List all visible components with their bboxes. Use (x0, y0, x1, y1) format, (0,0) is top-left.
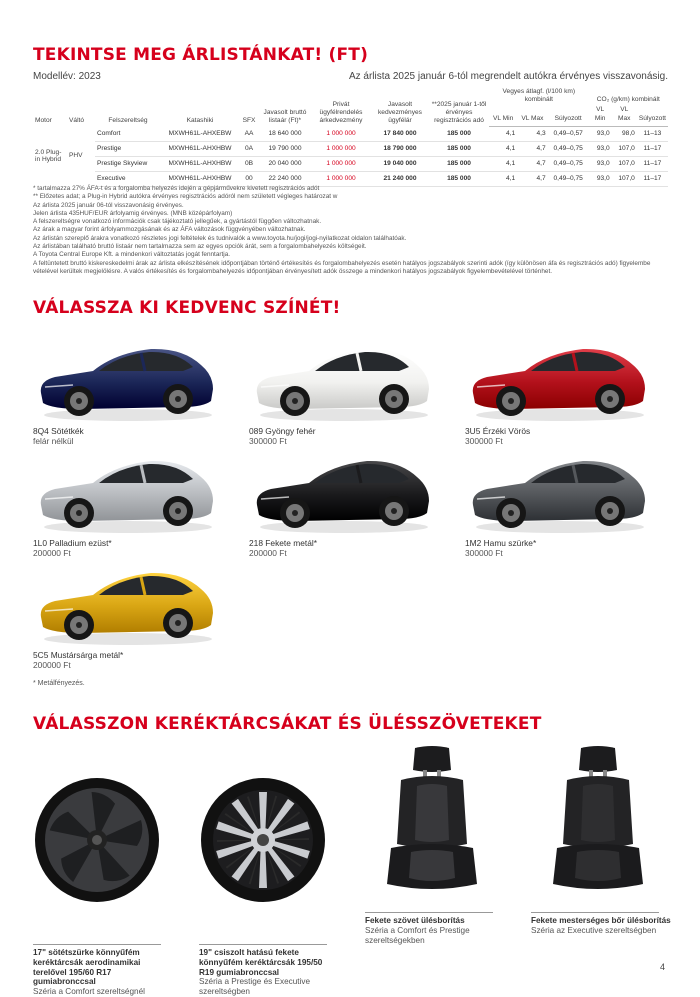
co2-min-cell: 93,0 (589, 126, 612, 141)
th-privat: Privát ügyfélrendelés árkedvezmény (319, 100, 363, 125)
th-vl-max-co2: VL Max (612, 105, 637, 126)
fuel-min-cell: 4,1 (489, 126, 517, 141)
trim-cell: Prestige (95, 141, 161, 156)
fuel-max-cell: 4,7 (517, 141, 547, 156)
fuel-max-cell: 4,7 (517, 171, 547, 186)
wheel-alloy-icon (199, 776, 327, 904)
katashiki-cell: MXWH61L-AHXHBW (161, 156, 239, 171)
fuel-min-cell: 4,1 (489, 156, 517, 171)
trim-cell: Prestige Skyview (95, 156, 161, 171)
color-price: 200000 Ft (249, 548, 287, 558)
color-price: felár nélkül (33, 436, 74, 446)
accessory-image (531, 744, 671, 912)
discount-cell: 1 000 000 (311, 156, 371, 171)
discount-price-cell: 19 040 000 (371, 156, 429, 171)
th-sulyozott-co2: Súlyozott (637, 105, 668, 126)
footnote-line: A feltüntetett bruttó kiskereskedelmi árak az árlista elkészítésének időpontjában történő értékesítés és forgalombahelyezés esetén hatályos jogszabályok szerinti adók (így különösen áfa és regisztrációs adó) figyelembe vételével kerültek megjelölésre. A valós értékesítés és forgalombahelyezés időpontjában érvényesített adók összege a mindenkori hatályos jogszabályok figyelembevételével történhet. (33, 259, 651, 275)
car-image (33, 447, 218, 537)
katashiki-cell: MXWH61L-AHXEBW (161, 126, 239, 141)
sfx-cell: 00 (239, 171, 259, 186)
accessory-subtitle: Széria a Prestige és Executive szereltségben (199, 977, 311, 997)
reg-tax-cell: 185 000 (429, 126, 489, 141)
color-name: 218 Fekete metál* (249, 538, 317, 548)
sfx-cell: 0A (239, 141, 259, 156)
accessory-item (199, 740, 339, 997)
color-price: 300000 Ft (249, 436, 287, 446)
color-option (33, 335, 218, 446)
accessory-image (365, 744, 505, 912)
list-price-cell: 20 040 000 (259, 156, 311, 171)
footnote-line: Az árlistán szereplő árakra vonatkozó részletes jogi feltételek és tudnivalók a www.toyota.hu/jogi/jogi-nyilatkozat oldalon találhatóak. (33, 234, 407, 242)
footnote-line: Az árak a magyar forint árfolyammozgásának és az ÁFA változások függvényében változhatnak. (33, 226, 306, 234)
color-option (33, 559, 218, 670)
accessory-title: Fekete mesterséges bőr ülésborítás (531, 916, 671, 925)
color-option (249, 335, 434, 446)
footnote-line: A Toyota Central Europe Kft. a mindenkori változtatás jogát fenntartja. (33, 251, 231, 259)
seat-fabric-icon (377, 744, 487, 904)
fuel-max-cell: 4,7 (517, 156, 547, 171)
color-option (249, 447, 434, 558)
discount-price-cell: 17 840 000 (371, 126, 429, 141)
katashiki-cell: MXWH61L-AHXHBW (161, 141, 239, 156)
wheel-aero-icon (33, 776, 161, 904)
accessory-subtitle: Széria a Comfort és Prestige szereltségekben (365, 925, 470, 945)
th-valto: Váltó (69, 117, 85, 125)
reg-tax-cell: 185 000 (429, 141, 489, 156)
accessory-image (33, 776, 173, 944)
color-name: 8Q4 Sötétkék (33, 426, 84, 436)
valto-cell: PHV (69, 152, 83, 160)
metallic-footnote: * Metálfényezés. (33, 680, 85, 687)
th-listar: Javasolt bruttó listaár (Ft)* (263, 108, 307, 125)
footnote-line: Az árlista 2025 január 06-tól visszavonásig érvényes. (33, 201, 184, 209)
section-title-pricelist: TEKINTSE MEG ÁRLISTÁNKAT! (FT) (33, 45, 369, 65)
co2-max-cell: 107,0 (612, 156, 637, 171)
list-price-cell: 18 640 000 (259, 126, 311, 141)
th-vl-min: VL Min (489, 105, 517, 126)
table-row (33, 156, 668, 171)
th-felszereltseg: Felszereltség (108, 117, 148, 125)
reg-tax-cell: 185 000 (429, 171, 489, 186)
color-option (465, 335, 650, 446)
accessory-item (33, 740, 173, 997)
validity-text: Az árlista 2025 január 6-tól megrendelt autókra érvényes visszavonásig. (348, 71, 668, 82)
sfx-cell: AA (239, 126, 259, 141)
color-name: 089 Gyöngy fehér (249, 426, 316, 436)
th-sfx: SFX (242, 117, 256, 125)
th-vl-max: VL Max (517, 105, 547, 126)
car-image-wrapper (33, 447, 218, 537)
th-co2: CO₂ (g/km) kombinált (596, 96, 660, 104)
th-sulyozott: Súlyozott (548, 105, 589, 126)
accessory-title: 19" csiszolt hatású fekete könnyűfém keréktárcsák 195/50 R19 gumiabronccsal (199, 948, 323, 977)
list-price-cell: 19 790 000 (259, 141, 311, 156)
footnote-line: Jelen árlista 435HUF/EUR árfolyamig érvényes. (MNB középárfolyam) (33, 209, 233, 217)
color-option (465, 447, 650, 558)
divider (199, 944, 327, 945)
discount-price-cell: 21 240 000 (371, 171, 429, 186)
fuel-weighted-cell: 0,49–0,75 (548, 141, 589, 156)
footnote-line: ** Előzetes adat; a Plug-in Hybrid autókra érvényes regisztrációs adóról nem született végleges határozat w (33, 193, 338, 201)
color-price: 200000 Ft (33, 548, 71, 558)
fuel-min-cell: 4,1 (489, 171, 517, 186)
model-year: Modellév: 2023 (33, 71, 101, 82)
fuel-min-cell: 4,1 (489, 141, 517, 156)
accessory-item (531, 740, 671, 936)
footnote-line: Az árlistában található bruttó listaár nem tartalmazza sem az egyes opciók árát, sem a forgalombahelyezés költségeit. (33, 243, 367, 251)
car-image-wrapper (33, 335, 218, 425)
divider (531, 912, 659, 913)
car-image (33, 335, 218, 425)
th-kedvezmenyes: Javasolt kedvezményes ügyfélár (378, 100, 422, 125)
price-table (33, 87, 668, 187)
color-name: 1M2 Hamu szürke* (465, 538, 537, 548)
section-title-colors: VÁLASSZA KI KEDVENC SZÍNÉT! (33, 298, 341, 318)
accessory-subtitle: Széria az Executive szereltségben (531, 925, 657, 935)
footnote-line: * tartalmazza 27% ÁFA-t és a forgalomba helyezés idején a gépjárművekre kivetett regisztrációs adót (33, 185, 320, 192)
color-price: 200000 Ft (33, 660, 71, 670)
sfx-cell: 0B (239, 156, 259, 171)
car-image-wrapper (249, 447, 434, 537)
co2-weighted-cell: 11–17 (637, 171, 668, 186)
divider (365, 912, 493, 913)
footnotes (33, 185, 669, 276)
car-image-wrapper (465, 447, 650, 537)
page-number: 4 (659, 962, 665, 972)
car-image (249, 447, 434, 537)
car-image-wrapper (249, 335, 434, 425)
accessory-subtitle: Széria a Comfort szereltségnél (33, 987, 145, 997)
footnote-line: A felszereltségre vonatkozó információk csak tájékoztató jellegűek, a gyártástól függően változhatnak. (33, 218, 322, 226)
car-image (33, 559, 218, 649)
fuel-weighted-cell: 0,49–0,75 (548, 171, 589, 186)
th-fogyasztas: Vegyes átlagf. (l/100 km) kombinált (502, 88, 576, 104)
table-row (33, 126, 668, 141)
co2-max-cell: 98,0 (612, 126, 637, 141)
co2-weighted-cell: 11–17 (637, 141, 668, 156)
trim-cell: Executive (95, 171, 161, 186)
co2-max-cell: 107,0 (612, 171, 637, 186)
fuel-max-cell: 4,3 (517, 126, 547, 141)
th-regado: **2025 január 1-től érvényes regisztrációs adó (431, 100, 487, 125)
th-katashiki: Katashiki (186, 117, 214, 125)
fuel-weighted-cell: 0,49–0,75 (548, 156, 589, 171)
divider (33, 944, 161, 945)
table-row (33, 141, 668, 156)
list-price-cell: 22 240 000 (259, 171, 311, 186)
accessory-title: Fekete szövet ülésborítás (365, 916, 465, 925)
trim-cell: Comfort (95, 126, 161, 141)
color-name: 3U5 Érzéki Vörös (465, 426, 531, 436)
car-image (465, 447, 650, 537)
co2-min-cell: 93,0 (589, 171, 612, 186)
accessory-item (365, 740, 505, 945)
seat-leather-icon (543, 744, 653, 904)
section-title-wheels-seats: VÁLASSZON KERÉKTÁRCSÁKAT ÉS ÜLÉSSZÖVETEKET (33, 714, 542, 734)
accessory-title: 17" sötétszürke könnyűfém keréktárcsák aerodinamikai terelővel 195/60 R17 gumiabronccsal (33, 948, 141, 987)
discount-cell: 1 000 000 (311, 126, 371, 141)
co2-weighted-cell: 11–17 (637, 156, 668, 171)
th-vl-min-co2: VL Min (589, 105, 612, 126)
co2-weighted-cell: 11–13 (637, 126, 668, 141)
fuel-weighted-cell: 0,49–0,57 (548, 126, 589, 141)
co2-min-cell: 93,0 (589, 156, 612, 171)
co2-min-cell: 93,0 (589, 141, 612, 156)
motor-cell: 2.0 Plug-in Hybrid (35, 148, 62, 164)
discount-cell: 1 000 000 (311, 171, 371, 186)
car-image (249, 335, 434, 425)
discount-cell: 1 000 000 (311, 141, 371, 156)
color-price: 300000 Ft (465, 436, 503, 446)
car-image-wrapper (33, 559, 218, 649)
color-name: 1L0 Palladium ezüst* (33, 538, 112, 548)
katashiki-cell: MXWH61L-AHXHBW (161, 171, 239, 186)
color-option (33, 447, 218, 558)
reg-tax-cell: 185 000 (429, 156, 489, 171)
car-image (465, 335, 650, 425)
color-price: 300000 Ft (465, 548, 503, 558)
color-name: 5C5 Mustársárga metál* (33, 650, 124, 660)
car-image-wrapper (465, 335, 650, 425)
accessory-image (199, 776, 339, 944)
co2-max-cell: 107,0 (612, 141, 637, 156)
discount-price-cell: 18 790 000 (371, 141, 429, 156)
th-motor: Motor (35, 117, 52, 125)
